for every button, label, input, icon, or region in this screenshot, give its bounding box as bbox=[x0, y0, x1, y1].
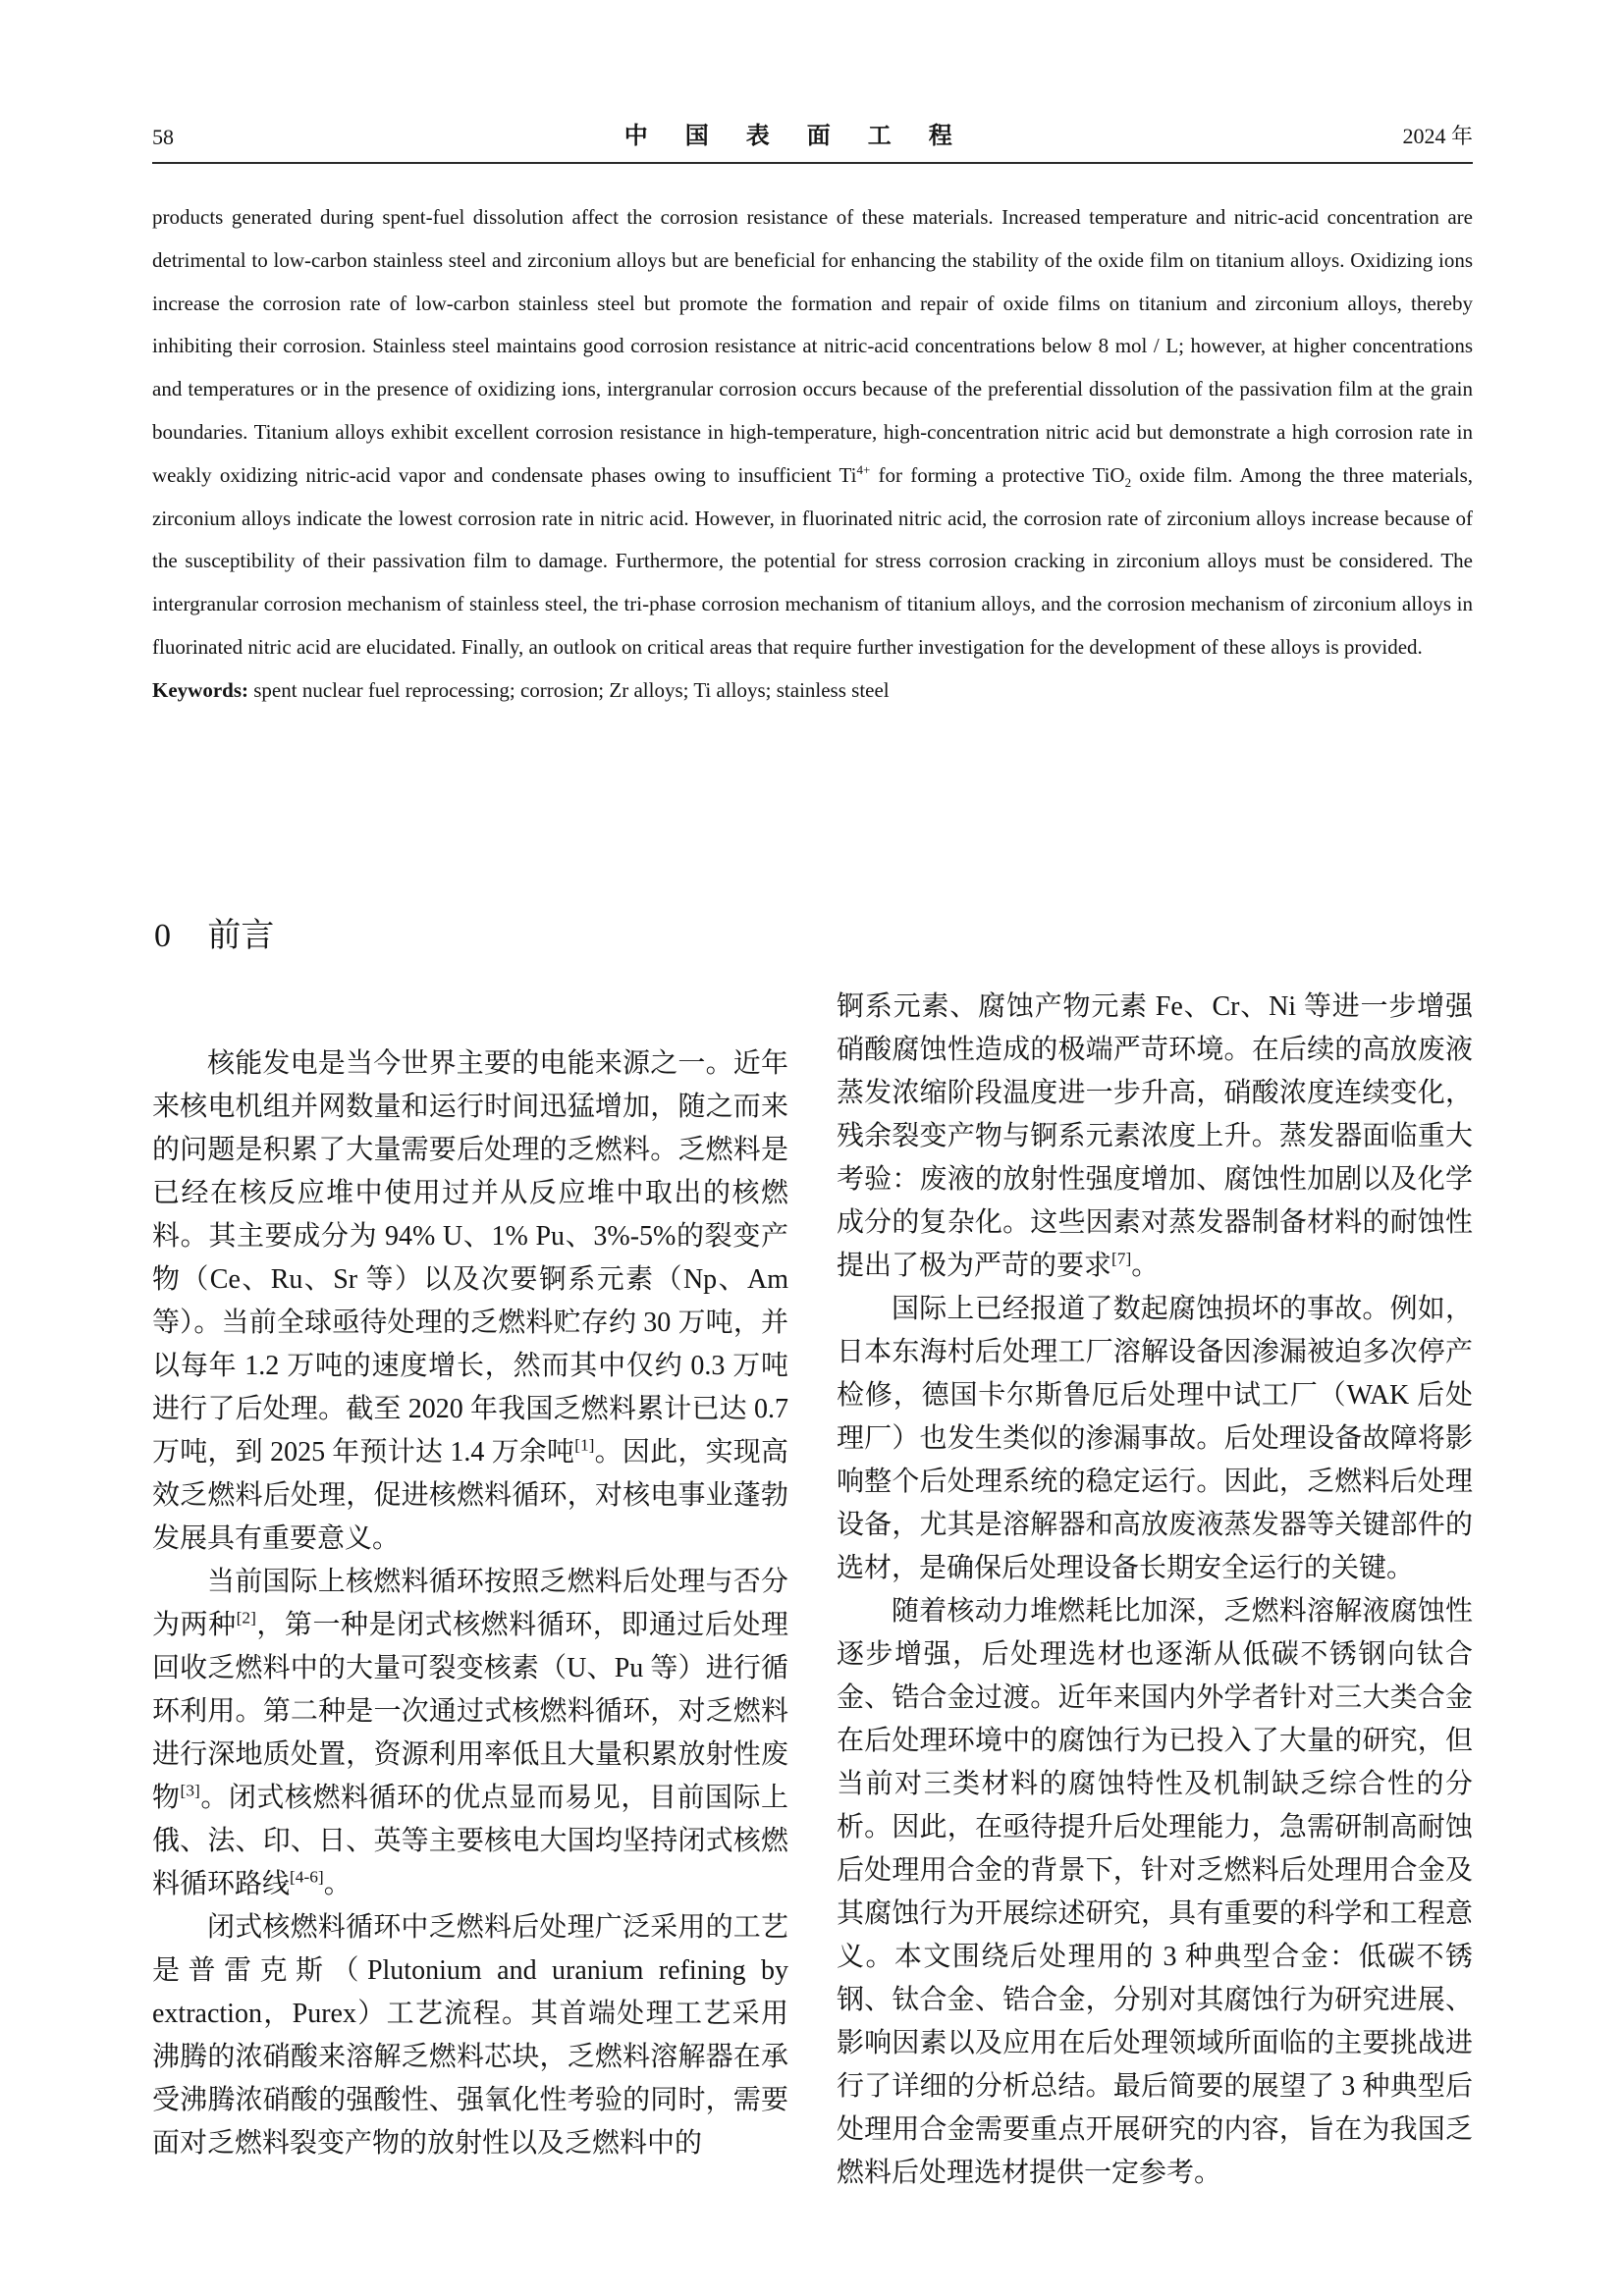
body-paragraph-continuation: 锕系元素、腐蚀产物元素 Fe、Cr、Ni 等进一步增强硝酸腐蚀性造成的极端严苛环境。在后续的高放废液蒸发浓缩阶段温度进一步升高，硝酸浓度连续变化，残余裂变产物与锕系元素浓度上升。蒸发器面临重大考验：废液的放射性强度增加、腐蚀性加剧以及化学成分的复杂化。这些因素对蒸发器制备材料的耐蚀性提出了极为严苛的要求[7]。 bbox=[837, 991, 1473, 1281]
year-label: 2024 年 bbox=[1402, 124, 1473, 148]
section-heading bbox=[154, 913, 788, 960]
abstract-paragraph: products generated during spent-fuel dissolution affect the corrosion resistance of these materials. Increased temperature and nitric-acid concentration are detrimental to low-carbon stainless steel and zirconium alloys but are beneficial for enhancing the stability of the oxide film on titanium alloys. Oxidizing ions increase the corrosion rate of low-carbon stainless steel but promote the formation and repair of oxide films on titanium and zirconium alloys, thereby inhibiting their corrosion. Stainless steel maintains good corrosion resistance at nitric-acid concentrations below 8 mol / L; however, at higher concentrations and temperatures or in the presence of oxidizing ions, intergranular corrosion occurs because of the preferential dissolution of the passivation film at the grain boundaries. Titanium alloys exhibit excellent corrosion resistance in high-temperature, high-concentration nitric acid but demonstrate a high corrosion rate in weakly oxidizing nitric-acid vapor and condensate phases owing to insufficient $Ti^{4+}$ for forming a protective TiO$_2$ oxide film. Among the three materials, zirconium alloys indicate the lowest corrosion rate in nitric acid. However, in fluorinated nitric acid, the corrosion rate of zirconium alloys increase because of the susceptibility of their passivation film to damage. Furthermore, the potential for stress corrosion cracking in zirconium alloys must be considered. The intergranular corrosion mechanism of stainless steel, the tri-phase corrosion mechanism of titanium alloys, and the corrosion mechanism of zirconium alloys in fluorinated nitric acid are elucidated. Finally, an outlook on critical areas that require further investigation for the development of these alloys is provided. bbox=[152, 205, 1473, 659]
body-paragraph: 闭式核燃料循环中乏燃料后处理广泛采用的工艺是普雷克斯（Plutonium and uranium refining by extraction，Purex）工艺流程。其首端处理工艺采用沸腾的浓硝酸来溶解乏燃料芯块，乏燃料溶解器在承受沸腾浓硝酸的强酸性、强氧化性考验的同时，需要面对乏燃料裂变产物的放射性以及乏燃料中的 bbox=[152, 1912, 788, 2159]
journal-title: 中 国 表 面 工 程 bbox=[623, 124, 968, 149]
section-number: 0 bbox=[154, 918, 171, 954]
keywords-text: spent nuclear fuel reprocessing; corrosion; Zr alloys; Ti alloys; stainless steel bbox=[248, 677, 890, 702]
right-column bbox=[837, 986, 1473, 2195]
body-paragraph: 国际上已经报道了数起腐蚀损坏的事故。例如，日本东海村后处理工厂溶解设备因渗漏被迫多次停产检修，德国卡尔斯鲁厄后处理中试工厂（WAK 后处理厂）也发生类似的渗漏事故。后处理设备故障将影响整个后处理系统的稳定运行。因此，乏燃料后处理设备，尤其是溶解器和高放废液蒸发器等关键部件的选材，是确保后处理设备长期安全运行的关键。 bbox=[837, 1294, 1473, 1583]
body-paragraph: 随着核动力堆燃耗比加深，乏燃料溶解液腐蚀性逐步增强，后处理选材也逐渐从低碳不锈钢向钛合金、锆合金过渡。近年来国内外学者针对三大类合金在后处理环境中的腐蚀行为已投入了大量的研究，但当前对三类材料的腐蚀特性及机制缺乏综合性的分析。因此，在亟待提升后处理能力，急需研制高耐蚀后处理用合金的背景下，针对乏燃料后处理用合金及其腐蚀行为开展综述研究，具有重要的科学和工程意义。本文围绕后处理用的 3 种典型合金：低碳不锈钢、钛合金、锆合金，分别对其腐蚀行为研究进展、影响因素以及应用在后处理领域所面临的主要挑战进行了详细的分析总结。最后简要的展望了 3 种典型后处理用合金需要重点开展研究的内容，旨在为我国乏燃料后处理选材提供一定参考。 bbox=[837, 1596, 1473, 2188]
body-paragraph: 核能发电是当今世界主要的电能来源之一。近年来核电机组并网数量和运行时间迅猛增加，随之而来的问题是积累了大量需要后处理的乏燃料。乏燃料是已经在核反应堆中使用过并从反应堆中取出的核燃料。其主要成分为 94% U、1% Pu、3%-5%的裂变产物（Ce、Ru、Sr 等）以及次要锕系元素（Np、Am 等）。当前全球亟待处理的乏燃料贮存约 30 万吨，并以每年 1.2 万吨的速度增长，然而其中仅约 0.3 万吨进行了后处理。截至 2020 年我国乏燃料累计已达 0.7 万吨，到 2025 年预计达 1.4 万余吨[1]。因此，实现高效乏燃料后处理，促进核燃料循环，对核电事业蓬勃发展具有重要意义。 bbox=[152, 1048, 788, 1554]
page-number: 58 bbox=[152, 125, 174, 149]
keywords-label: Keywords: bbox=[152, 677, 248, 702]
running-head bbox=[152, 116, 1473, 164]
abstract-block bbox=[152, 196, 1473, 713]
section-title: 前言 bbox=[207, 918, 275, 954]
body-paragraph: 当前国际上核燃料循环按照乏燃料后处理与否分为两种[2]，第一种是闭式核燃料循环，即通过后处理回收乏燃料中的大量可裂变核素（U、Pu 等）进行循环利用。第二种是一次通过式核燃料循环，对乏燃料进行深地质处置，资源利用率低且大量积累放射性废物[3]。闭式核燃料循环的优点显而易见，目前国际上俄、法、印、日、英等主要核电大国均坚持闭式核燃料循环路线[4-6]。 bbox=[152, 1567, 788, 1899]
left-column bbox=[152, 909, 788, 2165]
keywords-line bbox=[152, 669, 1473, 713]
